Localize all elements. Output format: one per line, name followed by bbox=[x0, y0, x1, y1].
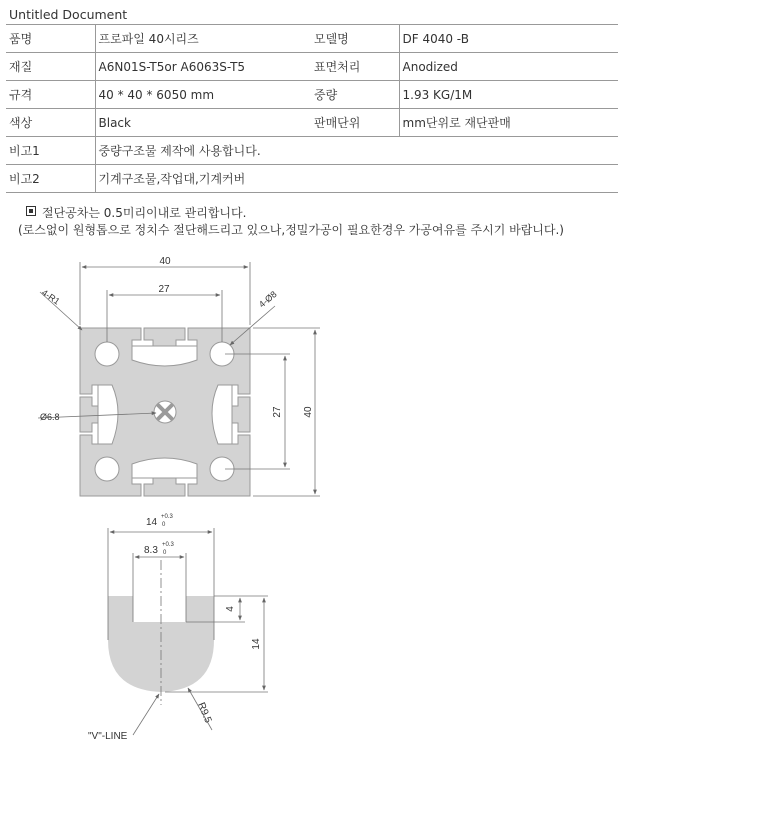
tol-neck-upper: +0.3 bbox=[162, 542, 174, 548]
value-sales-unit: mm단위로 재단판매 bbox=[399, 109, 618, 137]
dim-side-outer-40: 40 bbox=[303, 406, 314, 418]
label-sales-unit: 판매단위 bbox=[311, 109, 399, 137]
label-v-line: "V"-LINE bbox=[88, 731, 128, 742]
tol-neck-lower: 0 bbox=[163, 550, 167, 556]
value-product-name: 프로파일 40시리즈 bbox=[95, 25, 311, 53]
bullet-square-icon bbox=[26, 206, 36, 216]
tol-slot-upper: +0.3 bbox=[161, 514, 173, 520]
document-title: Untitled Document bbox=[9, 7, 128, 22]
technical-drawing bbox=[0, 240, 784, 835]
label-radius: 4-R1 bbox=[39, 287, 62, 307]
tolerance-note-text: 절단공차는 0.5미리이내로 관리합니다. bbox=[42, 206, 247, 220]
dim-slot-width: 14 bbox=[146, 517, 158, 528]
table-row bbox=[6, 81, 618, 109]
label-dimensions: 규격 bbox=[6, 81, 95, 109]
dim-neck-width: 8.3 bbox=[144, 545, 158, 556]
table-row bbox=[6, 109, 618, 137]
profile-cross-section bbox=[80, 328, 250, 496]
table-row bbox=[6, 53, 618, 81]
value-surface-treatment: Anodized bbox=[399, 53, 618, 81]
label-material: 재질 bbox=[6, 53, 95, 81]
value-remark1: 중량구조물 제작에 사용합니다. bbox=[95, 137, 618, 165]
label-remark2: 비고2 bbox=[6, 165, 95, 193]
tol-slot-lower: 0 bbox=[162, 522, 166, 528]
label-model-name: 모델명 bbox=[311, 25, 399, 53]
slot-detail bbox=[88, 514, 268, 742]
table-row bbox=[6, 165, 618, 193]
dim-side-inner-27: 27 bbox=[272, 406, 283, 418]
label-product-name: 품명 bbox=[6, 25, 95, 53]
value-weight: 1.93 KG/1M bbox=[399, 81, 618, 109]
table-row bbox=[6, 25, 618, 53]
dim-width-40: 40 bbox=[159, 256, 171, 267]
value-color: Black bbox=[95, 109, 311, 137]
label-surface-treatment: 표면처리 bbox=[311, 53, 399, 81]
value-model-name: DF 4040 -B bbox=[399, 25, 618, 53]
value-dimensions: 40 * 40 * 6050 mm bbox=[95, 81, 311, 109]
spec-table bbox=[6, 24, 618, 193]
label-hole-diameter: 4-Ø8 bbox=[256, 289, 279, 310]
dim-lip-depth: 4 bbox=[225, 606, 236, 612]
dim-inner-27: 27 bbox=[158, 284, 170, 295]
label-weight: 중량 bbox=[311, 81, 399, 109]
tolerance-note bbox=[26, 204, 246, 221]
label-slot-radius: R9.5 bbox=[195, 701, 214, 725]
label-center-hole: Ø6.8 bbox=[40, 412, 60, 422]
loss-note: (로스없이 원형톱으로 정치수 절단해드리고 있으나,정밀가공이 필요한경우 가공여유를 주시기 바랍니다.) bbox=[18, 223, 564, 237]
dim-slot-depth: 14 bbox=[251, 638, 262, 650]
table-row bbox=[6, 137, 618, 165]
value-material: A6N01S-T5or A6063S-T5 bbox=[95, 53, 311, 81]
label-remark1: 비고1 bbox=[6, 137, 95, 165]
value-remark2: 기계구조물,작업대,기계커버 bbox=[95, 165, 618, 193]
label-color: 색상 bbox=[6, 109, 95, 137]
